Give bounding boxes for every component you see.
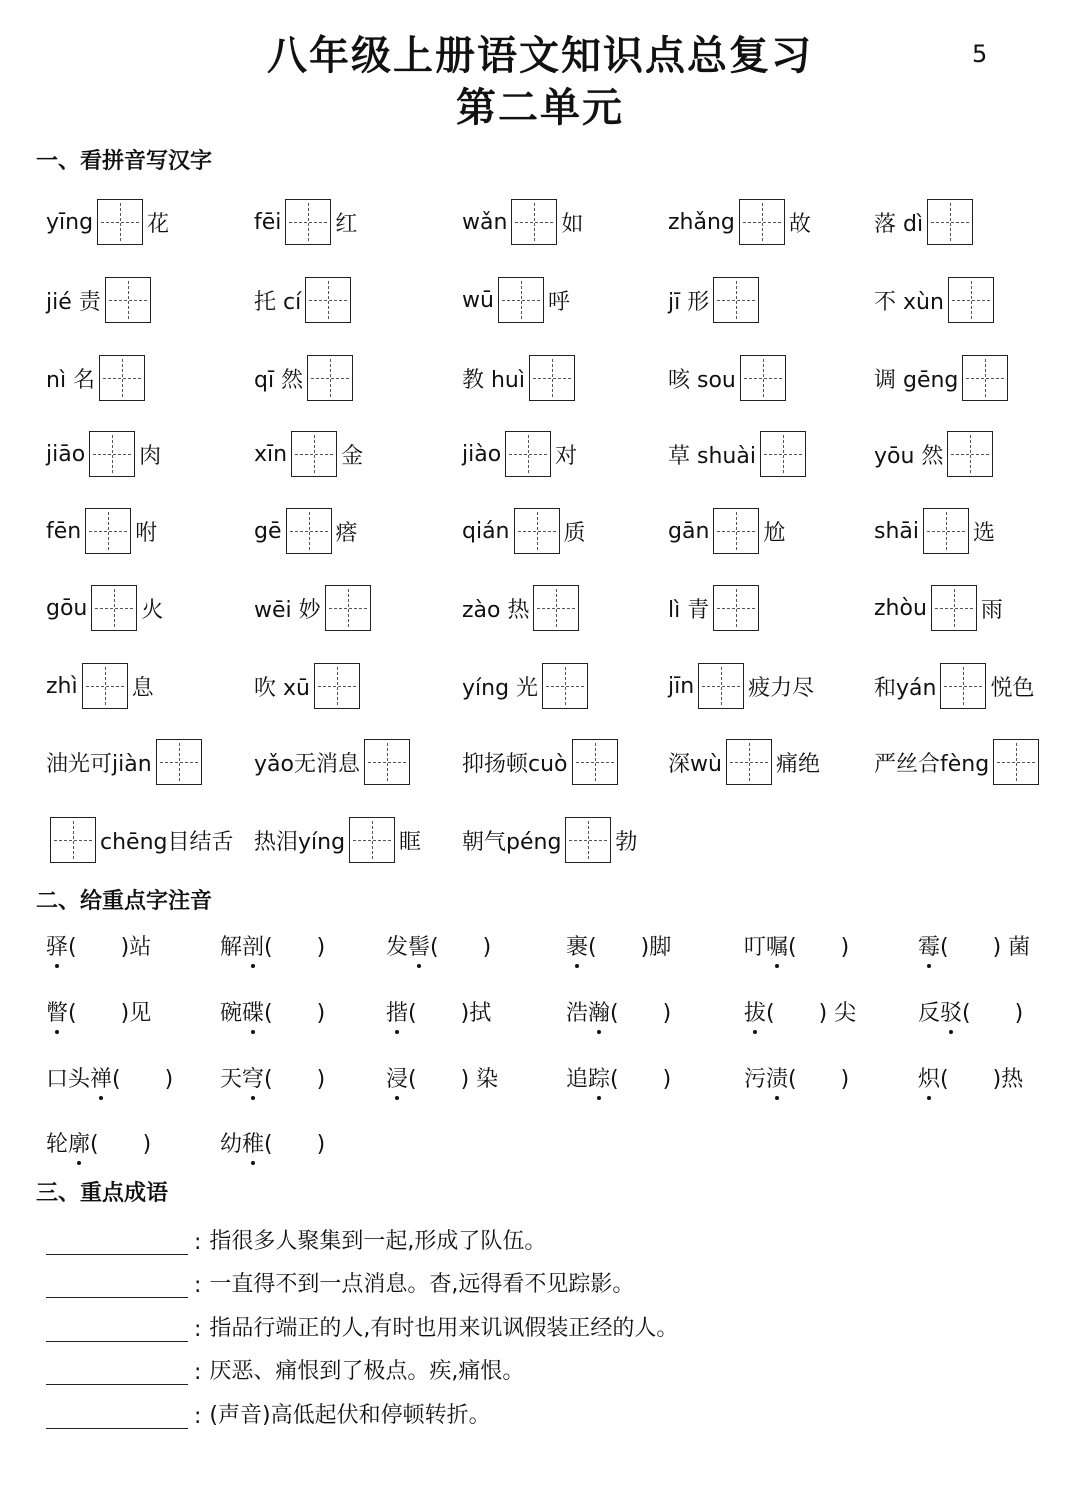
pinyin-item	[254, 584, 375, 632]
prompt-text: 落 dì	[874, 211, 924, 237]
answer-box[interactable]	[307, 355, 353, 401]
suffix-text: chēng目结舌	[100, 829, 234, 855]
word-prefix: 叮	[744, 935, 767, 960]
colon: :	[194, 1230, 202, 1255]
suffix-text: 息	[131, 675, 154, 701]
prompt-text: 油光可jiàn	[46, 751, 152, 777]
idiom-row	[46, 1311, 678, 1342]
section1-heading: 一、看拼音写汉字	[36, 149, 213, 174]
answer-box[interactable]	[349, 817, 395, 863]
pinyin-item	[874, 276, 998, 324]
pinyin-item	[668, 738, 820, 786]
suffix-text: 瘩	[335, 520, 358, 546]
word-prefix: 口头	[46, 1067, 91, 1092]
annotation-item	[46, 996, 151, 1027]
prompt-text: zhì	[46, 673, 78, 699]
answer-box[interactable]	[739, 199, 785, 245]
pinyin-item	[874, 354, 1012, 402]
pinyin-item	[254, 198, 357, 246]
answer-box[interactable]	[156, 739, 202, 785]
suffix-text: 红	[335, 211, 358, 237]
pinyin-item	[254, 738, 414, 786]
word-prefix: 发	[386, 935, 409, 960]
answer-box[interactable]	[713, 585, 759, 631]
annotation-item	[918, 996, 1023, 1027]
idiom-blank[interactable]	[46, 1362, 188, 1385]
prompt-text: wēi 妙	[254, 597, 321, 623]
annotation-item	[46, 1062, 173, 1093]
idiom-definition: 指很多人聚集到一起,形成了队伍。	[209, 1229, 547, 1254]
answer-box[interactable]	[105, 277, 151, 323]
prompt-text: 咳 sou	[668, 367, 736, 393]
prompt-text: 和yán	[874, 675, 937, 701]
prompt-text: 深wù	[668, 751, 722, 777]
annotation-item	[744, 930, 849, 961]
colon: :	[194, 1404, 202, 1429]
answer-box[interactable]	[923, 508, 969, 554]
annotation-item	[386, 930, 491, 961]
answer-box[interactable]	[726, 739, 772, 785]
prompt-text: wǎn	[462, 209, 508, 235]
emphasis-char: 驿	[46, 930, 68, 961]
prompt-text: jī 形	[668, 289, 710, 315]
prompt-text: 草 shuài	[668, 443, 756, 469]
pinyin-item	[668, 507, 785, 555]
idiom-definition: (声音)高低起伏和停顿转折。	[209, 1403, 491, 1428]
annotation-item	[220, 1062, 325, 1093]
suffix-text: 痛绝	[775, 751, 820, 777]
open-paren: (	[264, 1132, 273, 1157]
pinyin-item	[462, 198, 583, 246]
annotation-item	[386, 996, 491, 1027]
prompt-text: yīng	[46, 209, 94, 235]
answer-box[interactable]	[91, 585, 137, 631]
prompt-text: jiāo	[46, 441, 86, 467]
idiom-row	[46, 1267, 634, 1298]
pinyin-item	[46, 198, 169, 246]
answer-box[interactable]	[50, 817, 96, 863]
suffix-text: 故	[788, 211, 811, 237]
prompt-text: gē	[254, 518, 282, 544]
prompt-text: fēn	[46, 518, 82, 544]
pinyin-item	[874, 507, 995, 555]
idiom-definition: 一直得不到一点消息。杳,远得看不见踪影。	[209, 1272, 635, 1297]
prompt-text: nì 名	[46, 367, 96, 393]
answer-box[interactable]	[542, 663, 588, 709]
idiom-row	[46, 1398, 491, 1429]
pinyin-item	[874, 430, 997, 478]
pinyin-item	[668, 584, 763, 632]
word-prefix: 污	[744, 1067, 767, 1092]
prompt-text: jiào	[462, 441, 502, 467]
close-paren: )站	[120, 935, 152, 960]
pinyin-item	[668, 198, 811, 246]
answer-box[interactable]	[85, 508, 131, 554]
word-prefix: 解	[220, 935, 243, 960]
annotation-item	[220, 930, 325, 961]
annotation-item	[220, 1127, 325, 1158]
pinyin-item	[462, 584, 583, 632]
suffix-text: 选	[973, 520, 996, 546]
close-paren: )	[840, 1067, 850, 1092]
annotation-item	[918, 1062, 1023, 1093]
suffix-text: 如	[561, 211, 584, 237]
answer-box[interactable]	[940, 663, 986, 709]
emphasis-char: 渍	[766, 1062, 788, 1093]
answer-box[interactable]	[305, 277, 351, 323]
annotation-item	[386, 1062, 498, 1093]
emphasis-char: 嘱	[766, 930, 788, 961]
open-paren: (	[766, 1001, 775, 1026]
emphasis-char: 瞥	[46, 996, 68, 1027]
pinyin-item	[462, 662, 592, 710]
colon: :	[194, 1360, 202, 1385]
pinyin-item	[668, 276, 763, 324]
open-paren: (	[408, 1067, 417, 1092]
pinyin-item	[46, 276, 155, 324]
answer-box[interactable]	[947, 431, 993, 477]
word-prefix: 浩	[566, 1001, 589, 1026]
prompt-text: gān	[668, 518, 710, 544]
pinyin-item	[874, 738, 1043, 786]
answer-box[interactable]	[82, 663, 128, 709]
close-paren: ) 尖	[818, 1001, 857, 1026]
pinyin-item	[254, 276, 355, 324]
idiom-blank[interactable]	[46, 1232, 188, 1255]
annotation-item	[220, 996, 325, 1027]
close-paren: )	[316, 935, 326, 960]
close-paren: )见	[120, 1001, 152, 1026]
annotation-item	[46, 1127, 151, 1158]
emphasis-char: 碟	[242, 996, 264, 1027]
answer-box[interactable]	[698, 663, 744, 709]
suffix-text: 呼	[547, 289, 570, 315]
prompt-text: 吹 xū	[254, 675, 310, 701]
prompt-text: 严丝合fèng	[874, 751, 990, 777]
prompt-text: fēi	[254, 209, 282, 235]
prompt-text: jīn	[668, 673, 695, 699]
close-paren: )	[482, 935, 492, 960]
word-prefix: 轮	[46, 1132, 69, 1157]
prompt-text: xīn	[254, 441, 288, 467]
answer-box[interactable]	[533, 585, 579, 631]
annotation-item	[744, 1062, 849, 1093]
idiom-definition: 指品行端正的人,有时也用来讥讽假装正经的人。	[209, 1316, 679, 1341]
answer-box[interactable]	[89, 431, 135, 477]
pinyin-item	[462, 430, 577, 478]
colon: :	[194, 1317, 202, 1342]
pinyin-item	[874, 662, 1034, 710]
pinyin-item	[254, 662, 364, 710]
close-paren: )	[662, 1001, 672, 1026]
pinyin-item	[46, 584, 163, 632]
pinyin-item	[254, 816, 421, 864]
prompt-text: 调 gēng	[874, 367, 959, 393]
answer-box[interactable]	[314, 663, 360, 709]
open-paren: (	[788, 1067, 797, 1092]
pinyin-item	[46, 354, 149, 402]
open-paren: (	[610, 1067, 619, 1092]
emphasis-char: 浸	[386, 1062, 408, 1093]
pinyin-item	[668, 430, 810, 478]
answer-box[interactable]	[99, 355, 145, 401]
prompt-text: zào 热	[462, 597, 530, 623]
pinyin-item	[668, 354, 790, 402]
close-paren: )	[164, 1067, 174, 1092]
answer-box[interactable]	[291, 431, 337, 477]
unit-title: 第二单元	[456, 85, 624, 131]
answer-box[interactable]	[572, 739, 618, 785]
suffix-text: 肉	[139, 443, 162, 469]
close-paren: )	[1014, 1001, 1024, 1026]
page-number: 5	[972, 40, 988, 68]
annotation-item	[744, 996, 856, 1027]
emphasis-char: 踪	[588, 1062, 610, 1093]
answer-box[interactable]	[740, 355, 786, 401]
pinyin-item	[462, 816, 637, 864]
suffix-text: 火	[141, 597, 164, 623]
answer-box[interactable]	[364, 739, 410, 785]
word-prefix: 反	[918, 1001, 941, 1026]
close-paren: ) 染	[460, 1067, 499, 1092]
prompt-text: 抑扬顿cuò	[462, 751, 568, 777]
open-paren: (	[264, 1067, 273, 1092]
open-paren: (	[90, 1132, 99, 1157]
suffix-text: 金	[341, 443, 364, 469]
annotation-item	[566, 996, 671, 1027]
annotation-item	[566, 930, 671, 961]
close-paren: )	[662, 1067, 672, 1092]
emphasis-char: 炽	[918, 1062, 940, 1093]
answer-box[interactable]	[931, 585, 977, 631]
pinyin-item	[46, 507, 157, 555]
pinyin-item	[254, 430, 363, 478]
answer-box[interactable]	[286, 508, 332, 554]
close-paren: )	[316, 1001, 326, 1026]
answer-box[interactable]	[713, 508, 759, 554]
section2-heading: 二、给重点字注音	[36, 889, 213, 914]
prompt-text: zhǎng	[668, 209, 735, 235]
suffix-text: 对	[555, 443, 578, 469]
suffix-text: 眶	[399, 829, 422, 855]
open-paren: (	[940, 935, 949, 960]
section3-heading: 三、重点成语	[36, 1181, 169, 1206]
idiom-blank[interactable]	[46, 1319, 188, 1342]
prompt-text: yǎo无消息	[254, 751, 360, 777]
answer-box[interactable]	[529, 355, 575, 401]
answer-box[interactable]	[760, 431, 806, 477]
emphasis-char: 剖	[242, 930, 264, 961]
emphasis-char: 髻	[408, 930, 430, 961]
prompt-text: lì 青	[668, 597, 710, 623]
pinyin-item	[462, 738, 622, 786]
pinyin-item	[46, 816, 233, 864]
close-paren: )拭	[460, 1001, 492, 1026]
open-paren: (	[962, 1001, 971, 1026]
pinyin-item	[462, 507, 586, 555]
open-paren: (	[68, 935, 77, 960]
open-paren: (	[788, 935, 797, 960]
close-paren: )脚	[640, 935, 672, 960]
prompt-text: 教 huì	[462, 367, 525, 393]
prompt-text: qī 然	[254, 367, 304, 393]
pinyin-item	[254, 354, 357, 402]
prompt-text: 不 xùn	[874, 289, 944, 315]
open-paren: (	[940, 1067, 949, 1092]
idiom-definition: 厌恶、痛恨到了极点。疾,痛恨。	[209, 1359, 525, 1384]
word-prefix: 幼	[220, 1132, 243, 1157]
suffix-text: 悦色	[990, 675, 1035, 701]
close-paren: )	[316, 1132, 326, 1157]
word-prefix: 天	[220, 1067, 243, 1092]
open-paren: (	[68, 1001, 77, 1026]
close-paren: )热	[992, 1067, 1024, 1092]
suffix-text: 雨	[980, 597, 1003, 623]
emphasis-char: 禅	[90, 1062, 112, 1093]
colon: :	[194, 1273, 202, 1298]
word-prefix: 碗	[220, 1001, 243, 1026]
pinyin-item	[668, 662, 814, 710]
close-paren: )	[142, 1132, 152, 1157]
prompt-text: jié 责	[46, 289, 101, 315]
open-paren: (	[408, 1001, 417, 1026]
open-paren: (	[112, 1067, 121, 1092]
emphasis-char: 廓	[68, 1127, 90, 1158]
answer-box[interactable]	[97, 199, 143, 245]
answer-box[interactable]	[505, 431, 551, 477]
prompt-text: 托 cí	[254, 289, 302, 315]
open-paren: (	[610, 1001, 619, 1026]
prompt-text: zhòu	[874, 595, 927, 621]
suffix-text: 疲力尽	[748, 675, 815, 701]
emphasis-char: 拔	[744, 996, 766, 1027]
close-paren: )	[316, 1067, 326, 1092]
pinyin-item	[46, 430, 161, 478]
pinyin-item	[462, 276, 570, 324]
answer-box[interactable]	[993, 739, 1039, 785]
answer-box[interactable]	[927, 199, 973, 245]
pinyin-item	[874, 584, 1003, 632]
pinyin-item	[46, 662, 154, 710]
annotation-item	[566, 1062, 671, 1093]
answer-box[interactable]	[514, 508, 560, 554]
close-paren: )	[840, 935, 850, 960]
idiom-blank[interactable]	[46, 1275, 188, 1298]
emphasis-char: 驳	[940, 996, 962, 1027]
answer-box[interactable]	[948, 277, 994, 323]
prompt-text: wū	[462, 287, 494, 313]
answer-box[interactable]	[565, 817, 611, 863]
emphasis-char: 穹	[242, 1062, 264, 1093]
prompt-text: shāi	[874, 518, 919, 544]
open-paren: (	[588, 935, 597, 960]
emphasis-char: 霉	[918, 930, 940, 961]
answer-box[interactable]	[511, 199, 557, 245]
open-paren: (	[430, 935, 439, 960]
emphasis-char: 裹	[566, 930, 588, 961]
annotation-item	[918, 930, 1030, 961]
suffix-text: 咐	[135, 520, 158, 546]
close-paren: ) 菌	[992, 935, 1031, 960]
answer-box[interactable]	[325, 585, 371, 631]
answer-box[interactable]	[713, 277, 759, 323]
suffix-text: 尬	[763, 520, 786, 546]
prompt-text: 热泪yíng	[254, 829, 346, 855]
suffix-text: 花	[147, 211, 170, 237]
prompt-text: yíng 光	[462, 675, 539, 701]
pinyin-item	[254, 507, 358, 555]
idiom-row	[46, 1224, 546, 1255]
prompt-text: 朝气péng	[462, 829, 562, 855]
pinyin-item	[46, 738, 206, 786]
answer-box[interactable]	[962, 355, 1008, 401]
open-paren: (	[264, 935, 273, 960]
open-paren: (	[264, 1001, 273, 1026]
prompt-text: yōu 然	[874, 443, 944, 469]
word-prefix: 追	[566, 1067, 589, 1092]
prompt-text: gōu	[46, 595, 88, 621]
idiom-row	[46, 1354, 524, 1385]
answer-box[interactable]	[285, 199, 331, 245]
suffix-text: 勃	[615, 829, 638, 855]
answer-box[interactable]	[498, 277, 544, 323]
idiom-blank[interactable]	[46, 1406, 188, 1429]
emphasis-char: 瀚	[588, 996, 610, 1027]
annotation-item	[46, 930, 151, 961]
prompt-text: qián	[462, 518, 510, 544]
emphasis-char: 稚	[242, 1127, 264, 1158]
suffix-text: 质	[563, 520, 586, 546]
pinyin-item	[874, 198, 977, 246]
pinyin-item	[462, 354, 579, 402]
page-title: 八年级上册语文知识点总复习	[267, 33, 813, 79]
emphasis-char: 揩	[386, 996, 408, 1027]
